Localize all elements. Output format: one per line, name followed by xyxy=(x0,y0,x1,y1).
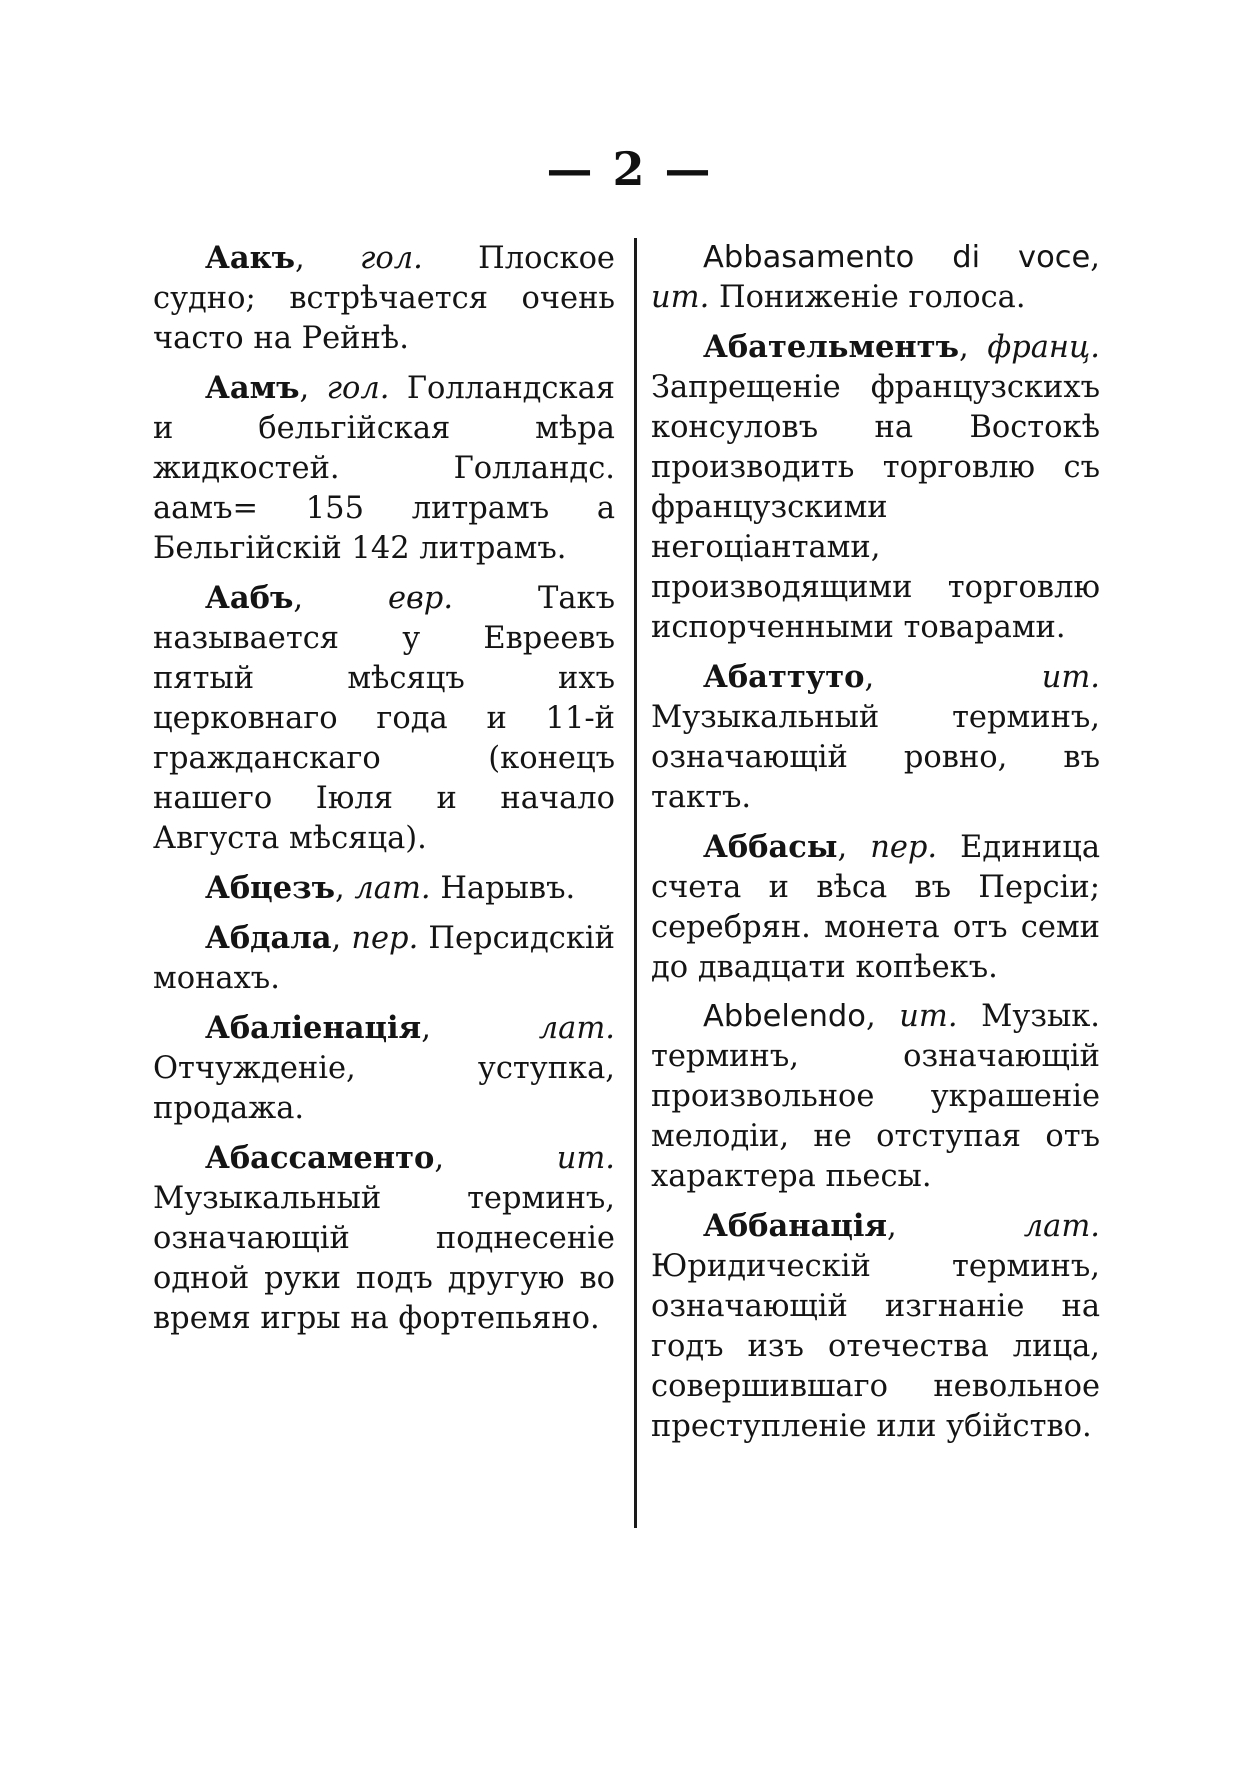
entry-definition: Единица счета и вѣса въ Персіи; серебрян. монета отъ семи до двадцати копѣекъ. xyxy=(651,830,1100,985)
entry-definition: Такъ называется у Евреевъ пятый мѣсяцъ ихъ церковнаго года и 11-й гражданскаго (конецъ нашего Іюля и начало Августа мѣсяца). xyxy=(153,581,615,856)
dictionary-entry: Аабъ, евр. Такъ называется у Евреевъ пятый мѣсяцъ ихъ церковнаго года и 11-й гражданскаго (конецъ нашего Іюля и начало Августа мѣсяца). xyxy=(153,580,615,856)
entry-language: лат. xyxy=(1023,1209,1100,1244)
entry-language: пер. xyxy=(870,830,938,865)
dictionary-entry: Аббанація, лат. Юридическій терминъ, означающій изгнаніе на годъ изъ отечества лица, совершившаго невольное преступленіе или убійство. xyxy=(651,1208,1100,1444)
entry-language: евр. xyxy=(388,581,454,616)
entry-headword: Абаттуто xyxy=(703,659,865,695)
entry-headword: Аббасы xyxy=(703,829,838,865)
entry-language: лат. xyxy=(538,1011,615,1046)
entry-language: лат. xyxy=(354,871,431,906)
entry-language: ит. xyxy=(651,280,710,315)
entry-definition: Юридическій терминъ, означающій изгнаніе на годъ изъ отечества лица, совершившаго невольное преступленіе или убійство. xyxy=(651,1249,1100,1444)
entry-headword: Абательментъ xyxy=(703,329,959,365)
entry-headword: Аабъ xyxy=(205,580,294,616)
entry-definition: Отчужденіе, уступка, продажа. xyxy=(153,1051,615,1126)
dictionary-entry: Аакъ, гол. Плоское судно; встрѣчается очень часто на Рейнѣ. xyxy=(153,240,615,356)
dictionary-entry: Абдала, пер. Персидскій монахъ. xyxy=(153,920,615,996)
entry-definition: Плоское судно; встрѣчается очень часто на Рейнѣ. xyxy=(153,241,615,356)
dictionary-entry: Абаттуто, ит. Музыкальный терминъ, означающій ровно, въ тактъ. xyxy=(651,659,1100,815)
dictionary-entry: Abbelendo, ит. Музык. терминъ, означающій произвольное украшеніе мелодіи, не отступая отъ характера пьесы. xyxy=(651,999,1100,1194)
dictionary-entry: Абцезъ, лат. Нарывъ. xyxy=(205,870,576,906)
entry-headword: Abbasamento di voce xyxy=(703,240,1091,275)
entry-definition: Запрещеніе французскихъ консуловъ на Востокѣ производить торговлю съ французскими негоціантами, производящими торговлю испорченными товарами. xyxy=(651,370,1100,645)
entry-headword: Аакъ xyxy=(205,240,296,276)
dictionary-entry: Abbasamento di voce, ит. Пониженіе голоса. xyxy=(651,240,1100,315)
entry-language: франц. xyxy=(987,330,1100,365)
entry-definition: Голландская и бельгійская мѣра жидкостей. Голландс. аамъ= 155 литрамъ а Бельгійскій 142 литрамъ. xyxy=(153,371,615,566)
entry-definition: Нарывъ. xyxy=(440,871,576,906)
entry-language: ит. xyxy=(556,1141,615,1176)
entry-headword: Аббанація xyxy=(703,1208,888,1244)
left-column xyxy=(153,238,615,1348)
entry-headword: Абассаменто xyxy=(205,1140,435,1176)
entry-headword: Абаліенація xyxy=(205,1010,422,1046)
entry-headword: Абцезъ xyxy=(205,870,335,906)
entry-language: гол. xyxy=(326,371,390,406)
entry-language: пер. xyxy=(351,921,419,956)
dictionary-entry: Абаліенація, лат. Отчужденіе, уступка, продажа. xyxy=(153,1010,615,1126)
dictionary-entry: Аббасы, пер. Единица счета и вѣса въ Персіи; серебрян. монета отъ семи до двадцати копѣекъ. xyxy=(651,829,1100,985)
entry-language: ит. xyxy=(1041,660,1100,695)
dictionary-entry: Абательментъ, франц. Запрещеніе французскихъ консуловъ на Востокѣ производить торговлю съ французскими негоціантами, производящими торговлю испорченными товарами. xyxy=(651,329,1100,645)
entry-headword: Абдала xyxy=(205,920,332,956)
entry-definition: Музыкальный терминъ, означающій поднесеніе одной руки подъ другую во время игры на фортепьяно. xyxy=(153,1181,615,1336)
right-column xyxy=(651,238,1100,1456)
entry-language: гол. xyxy=(359,241,423,276)
entry-definition: Музыкальный терминъ, означающій ровно, въ тактъ. xyxy=(651,700,1100,815)
entry-language: ит. xyxy=(899,999,958,1034)
entry-definition: Пониженіе голоса. xyxy=(718,280,1026,315)
entry-headword: Abbelendo xyxy=(703,999,866,1034)
dictionary-entry: Аамъ, гол. Голландская и бельгійская мѣра жидкостей. Голландс. аамъ= 155 литрамъ а Бельгійскій 142 литрамъ. xyxy=(153,370,615,566)
dictionary-entry: Абассаменто, ит. Музыкальный терминъ, означающій поднесеніе одной руки подъ другую во время игры на фортепьяно. xyxy=(153,1140,615,1336)
column-divider xyxy=(634,238,637,1528)
entry-headword: Аамъ xyxy=(205,370,300,406)
page-number: — 2 — xyxy=(546,142,713,196)
entry-definition: Музык. терминъ, означающій произвольное украшеніе мелодіи, не отступая отъ характера пьесы. xyxy=(651,999,1100,1194)
entry-definition: Персидскій монахъ. xyxy=(153,921,615,996)
